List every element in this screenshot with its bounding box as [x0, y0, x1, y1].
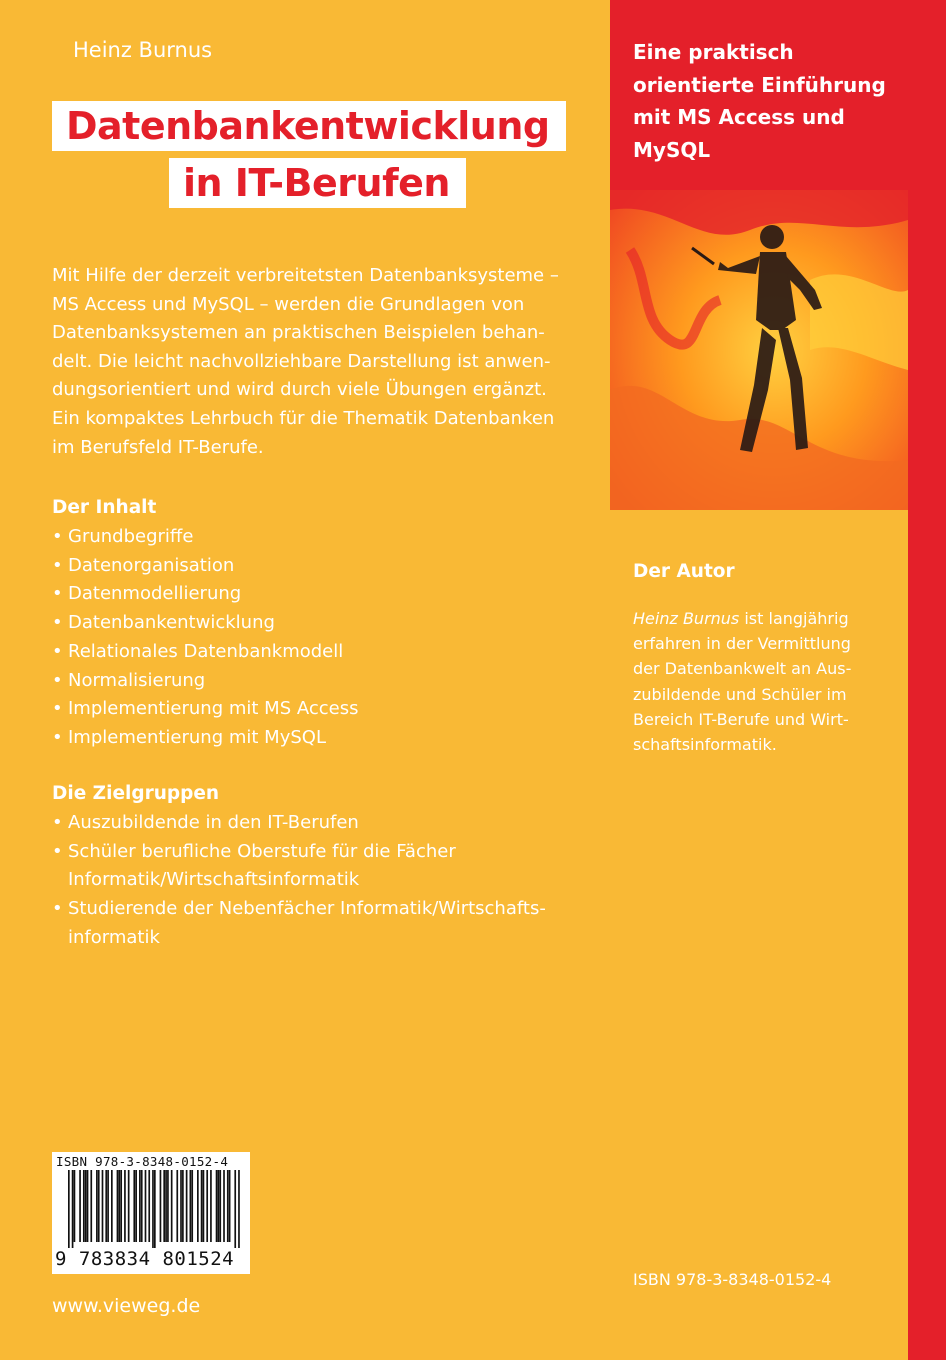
- barcode-bar: [87, 1170, 89, 1242]
- barcode-bar: [118, 1170, 120, 1242]
- zielgruppen-list: [52, 809, 546, 953]
- intro-line: Ein kompaktes Lehrbuch für die Thematik Datenbanken: [52, 407, 555, 429]
- barcode-bar: [85, 1170, 87, 1242]
- list-item: • Normalisierung: [52, 667, 358, 696]
- barcode-bar: [203, 1170, 205, 1242]
- barcode-bar: [210, 1170, 212, 1242]
- subtitle-line: MySQL: [633, 137, 711, 162]
- list-item-line: informatik: [68, 926, 160, 948]
- barcode-bar: [102, 1170, 104, 1242]
- barcode-bar: [139, 1170, 141, 1242]
- barcode: [52, 1152, 250, 1274]
- barcode-bar: [190, 1170, 192, 1242]
- title-line-1: Datenbankentwicklung: [52, 101, 566, 151]
- barcode-bar: [186, 1170, 188, 1242]
- autor-line: erfahren in der Vermittlung: [633, 634, 851, 654]
- intro-line: MS Access und MySQL – werden die Grundlagen von: [52, 293, 525, 315]
- barcode-bar: [219, 1170, 221, 1242]
- barcode-bar: [167, 1170, 169, 1242]
- barcode-bar: [163, 1170, 165, 1242]
- barcode-bar: [165, 1170, 167, 1242]
- isbn-bottom: ISBN 978-3-8348-0152-4: [633, 1270, 832, 1289]
- barcode-bar: [135, 1170, 137, 1242]
- barcode-bar: [152, 1170, 154, 1248]
- barcode-bar: [145, 1170, 147, 1242]
- barcode-bar: [105, 1170, 107, 1242]
- autor-line: Bereich IT-Berufe und Wirt-: [633, 709, 849, 729]
- list-item: • Implementierung mit MS Access: [52, 695, 358, 724]
- title-line-2: in IT-Berufen: [169, 158, 466, 208]
- barcode-bar: [238, 1170, 240, 1248]
- autor-line: [633, 606, 851, 631]
- list-item: [52, 895, 546, 952]
- inhalt-list: [52, 523, 358, 753]
- barcode-bar: [182, 1170, 184, 1242]
- barcode-digits: 9 783834 801524: [55, 1248, 235, 1270]
- barcode-bar: [124, 1170, 126, 1242]
- barcode-bar: [197, 1170, 199, 1242]
- barcode-bar: [223, 1170, 225, 1242]
- barcode-bar: [98, 1170, 100, 1242]
- barcode-bar: [68, 1170, 70, 1248]
- barcode-bar: [229, 1170, 231, 1242]
- red-edge-strip: [908, 0, 946, 1360]
- intro-line: delt. Die leicht nachvollziehbare Darstellung ist anwen-: [52, 350, 551, 372]
- barcode-bar: [117, 1170, 119, 1242]
- autor-line: der Datenbankwelt an Aus-: [633, 659, 852, 679]
- list-item: • Implementierung mit MySQL: [52, 724, 358, 753]
- list-item-line: Studierende der Nebenfächer Informatik/Wirtschafts-: [68, 898, 546, 920]
- intro-paragraph: [52, 262, 592, 462]
- barcode-bar: [218, 1170, 220, 1242]
- list-item: • Datenbankentwicklung: [52, 609, 358, 638]
- barcode-bar: [133, 1170, 135, 1242]
- list-item: [52, 838, 546, 895]
- barcode-bar: [206, 1170, 208, 1242]
- barcode-bar: [180, 1170, 182, 1242]
- subtitle: [633, 36, 903, 166]
- barcode-bars: [68, 1170, 240, 1248]
- publisher-url[interactable]: www.vieweg.de: [52, 1295, 201, 1317]
- inhalt-heading: Der Inhalt: [52, 497, 157, 518]
- barcode-bar: [191, 1170, 193, 1242]
- intro-line: im Berufsfeld IT-Berufe.: [52, 436, 264, 458]
- intro-line: dungsorientiert und wird durch viele Übungen ergänzt.: [52, 379, 547, 401]
- barcode-bar: [83, 1170, 85, 1242]
- barcode-bar: [74, 1170, 76, 1242]
- intro-line: Mit Hilfe der derzeit verbreitetsten Datenbanksysteme –: [52, 265, 559, 286]
- autor-line: zubildende und Schüler im: [633, 684, 847, 704]
- barcode-bar: [141, 1170, 143, 1242]
- autor-bio: [633, 606, 851, 757]
- barcode-bar: [176, 1170, 178, 1242]
- barcode-bar: [128, 1170, 130, 1242]
- barcode-bar: [227, 1170, 229, 1242]
- list-item: • Grundbegriffe: [52, 523, 358, 552]
- list-item-line: Auszubildende in den IT-Berufen: [68, 812, 359, 833]
- autor-name: Heinz Burnus: [633, 609, 740, 628]
- barcode-bar: [96, 1170, 98, 1242]
- list-item: • Relationales Datenbankmodell: [52, 638, 358, 667]
- subtitle-line: Eine praktisch: [633, 40, 794, 64]
- subtitle-line: mit MS Access und: [633, 105, 845, 129]
- list-item: • Datenmodellierung: [52, 580, 358, 609]
- barcode-bar: [90, 1170, 92, 1242]
- barcode-bar: [201, 1170, 203, 1242]
- barcode-bar: [111, 1170, 113, 1242]
- barcode-isbn: ISBN 978-3-8348-0152-4: [56, 1154, 229, 1169]
- autor-line: schaftsinformatik.: [633, 735, 777, 755]
- subtitle-line: orientierte Einführung: [633, 72, 886, 97]
- barcode-bar: [148, 1170, 150, 1242]
- list-item-line: Informatik/Wirtschaftsinformatik: [68, 869, 360, 891]
- barcode-bar: [120, 1170, 122, 1242]
- barcode-bar: [160, 1170, 162, 1242]
- cover-photo: [610, 190, 908, 510]
- intro-line: Datenbanksystemen an praktischen Beispielen behan-: [52, 322, 545, 344]
- barcode-bar: [234, 1170, 236, 1248]
- zielgruppen-heading: Die Zielgruppen: [52, 783, 220, 804]
- barcode-bar: [154, 1170, 156, 1248]
- barcode-bar: [216, 1170, 218, 1242]
- barcode-bar: [79, 1170, 81, 1242]
- list-item: • Datenorganisation: [52, 552, 358, 581]
- list-item: [52, 809, 546, 838]
- list-item-line: Schüler berufliche Oberstufe für die Fächer: [68, 840, 456, 862]
- barcode-bar: [171, 1170, 173, 1242]
- autor-heading: Der Autor: [633, 561, 735, 582]
- barcode-bar: [72, 1170, 74, 1248]
- author-name-top: Heinz Burnus: [73, 38, 213, 62]
- autor-line-text: ist langjährig: [739, 609, 849, 628]
- barcode-bar: [107, 1170, 109, 1242]
